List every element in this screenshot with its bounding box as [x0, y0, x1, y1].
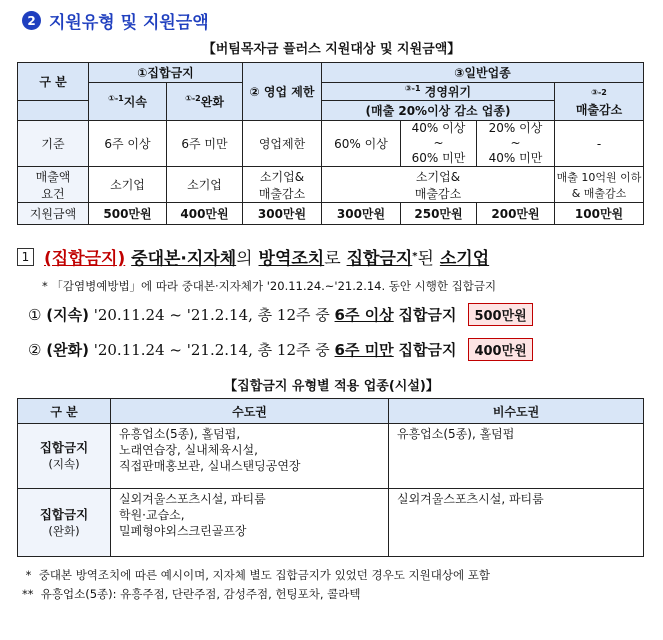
criteria-crisis-20-40: 20% 이상 ~ 40% 미만: [477, 121, 555, 167]
table2-title: 【집합금지 유형별 적용 업종(시설)】: [224, 379, 439, 394]
t2-header-capital: 수도권: [111, 399, 389, 424]
section-heading: [22, 8, 209, 33]
item-continued: [28, 303, 533, 326]
category-header-spacer: [18, 101, 89, 121]
row-label-criteria: 기준: [18, 121, 89, 167]
criteria-crisis-60: 60% 이상: [322, 121, 401, 167]
criteria-restriction: 영업제한: [243, 121, 322, 167]
subheader-business-crisis: $^{③-1}$ 경영위기: [322, 83, 555, 101]
item2-period: '20.11.24 ~ '21.2.14, 총 12주 중: [93, 341, 330, 359]
t2-header-noncapital: 비수도권: [389, 399, 644, 424]
item2-tail: 집합금지: [398, 341, 457, 359]
row-label-amount: 지원금액: [18, 203, 89, 225]
item1-number: ①: [28, 305, 42, 324]
item1-condition: 6주 이상: [334, 306, 394, 324]
item-eased: [28, 338, 533, 361]
item1-period: '20.11.24 ~ '21.2.14, 총 12주 중: [93, 306, 330, 324]
item2-amount-badge: 400만원: [468, 338, 532, 361]
t2-row-label-continued: 집합금지 (지속): [18, 424, 111, 489]
subheader-eased: $^{①-2}$완화: [167, 83, 243, 121]
group-header-general: ③일반업종: [322, 63, 644, 83]
criteria-eased: 6주 미만: [167, 121, 243, 167]
item2-condition: 6주 미만: [334, 341, 394, 359]
sales-crisis: 소기업& 매출감소: [322, 167, 555, 203]
amount-eased: 400만원: [167, 203, 243, 225]
sales-eased: 소기업: [167, 167, 243, 203]
table1-title: 【버팀목자금 플러스 지원대상 및 지원금액】: [202, 42, 461, 57]
sales-continued: 소기업: [89, 167, 167, 203]
footnote-2: ** 유흥업소(5종): 유흥주점, 단란주점, 감성주점, 헌팅포차, 콜라텍: [22, 587, 361, 601]
closure-tag: (집합금지): [44, 249, 126, 269]
sales-restriction: 소기업& 매출감소: [243, 167, 322, 203]
criteria-continued: 6주 이상: [89, 121, 167, 167]
criteria-sales-decline: -: [555, 121, 644, 167]
t2-row-label-eased: 집합금지 (완화): [18, 489, 111, 557]
subheader-sales-decline: $^{③-2}$ 매출감소: [555, 83, 644, 121]
subheader-continued: $^{①-1}$지속: [89, 83, 167, 121]
title-particle-1: 의: [236, 249, 253, 269]
item1-tag: (지속): [46, 306, 89, 324]
item1-tail: 집합금지: [398, 306, 457, 324]
t2-capital-continued: 유흥업소(5종), 홀덤펍, 노래연습장, 실내체육시설, 직접판매홍보관, 실내스탠딩공연장: [111, 424, 389, 489]
title-small-business: 소기업: [439, 249, 490, 269]
title-closure: 집합금지: [346, 249, 413, 269]
title-particle-3: 된: [417, 249, 434, 269]
section-box-number: 1: [17, 248, 34, 266]
title-quarantine: 방역조치: [258, 249, 325, 269]
closure-note: * 「감염병예방법」에 따라 중대본·지자체가 '20.11.24.~'21.2.14. 동안 시행한 집합금지: [42, 279, 497, 293]
criteria-crisis-40-60: 40% 이상 ~ 60% 미만: [401, 121, 477, 167]
support-amount-table: [17, 62, 644, 225]
amount-restriction: 300만원: [243, 203, 322, 225]
amount-crisis-60: 300만원: [322, 203, 401, 225]
closure-business-table: [17, 398, 644, 557]
title-footnote-mark: *: [412, 251, 418, 262]
item1-amount-badge: 500만원: [468, 303, 532, 326]
amount-crisis-20-40: 200만원: [477, 203, 555, 225]
group-header-restriction: ② 영업 제한: [243, 63, 322, 121]
t2-header-category: 구 분: [18, 399, 111, 424]
row-label-sales: 매출액 요건: [18, 167, 89, 203]
title-authority: 중대본·지자체: [131, 249, 237, 269]
subheader-crisis-note: (매출 20%이상 감소 업종): [322, 101, 555, 121]
heading-text: 지원유형 및 지원금액: [49, 13, 209, 33]
title-particle-2: 로: [324, 249, 341, 269]
amount-sales-decline: 100만원: [555, 203, 644, 225]
t2-noncapital-continued: 유흥업소(5종), 홀덤펍: [389, 424, 644, 489]
heading-number-badge: 2: [22, 11, 41, 30]
item2-tag: (완화): [46, 341, 89, 359]
amount-continued: 500만원: [89, 203, 167, 225]
item2-number: ②: [28, 340, 42, 359]
amount-crisis-40-60: 250만원: [401, 203, 477, 225]
category-header: 구 분: [18, 63, 89, 101]
group-header-closure: ①집합금지: [89, 63, 243, 83]
footnote-1: * 중대본 방역조치에 따른 예시이며, 지자체 별도 집합금지가 있었던 경우도 지원대상에 포함: [22, 568, 490, 582]
t2-noncapital-eased: 실외겨울스포츠시설, 파티룸: [389, 489, 644, 557]
section1-title: [17, 244, 489, 269]
sales-decline: 매출 10억원 이하 & 매출감소: [555, 167, 644, 203]
t2-capital-eased: 실외겨울스포츠시설, 파티룸 학원·교습소, 밀폐형야외스크린골프장: [111, 489, 389, 557]
